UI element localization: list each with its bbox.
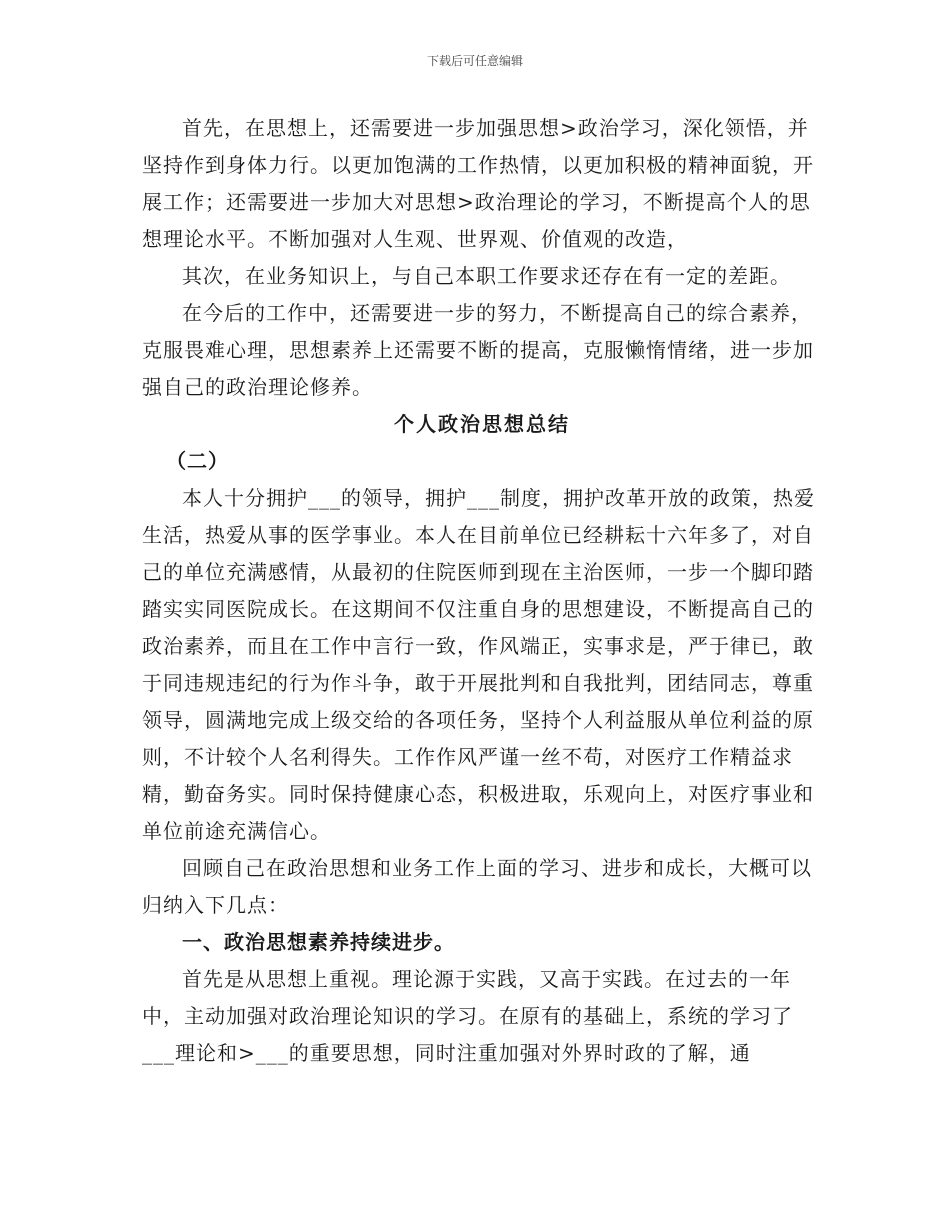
paragraph-6: 首先是从思想上重视。理论源于实践，又高于实践。在过去的一年中，主动加强对政治理论知识的学习。在原有的基础上，系统的学习了___理论和>___的重要思想，同时注重加强对外界时政的了解，通 bbox=[142, 967, 793, 1065]
paragraph-2: 其次，在业务知识上，与自己本职工作要求还存在有一定的差距。 bbox=[182, 264, 791, 288]
page-header: 下载后可任意编辑 bbox=[426, 54, 523, 68]
paragraph-4: 本人十分拥护___的领导，拥护___制度，拥护改革开放的政策，热爱生活，热爱从事的医学事业。本人在目前单位已经耕耘十六年多了，对自己的单位充满感情，从最初的住院医师到现在主治医师，一步一个脚印踏踏实实同医院成长。在这期间不仅注重自身的思想建设，不断提高自己的政治素养，而且在工作中言行一致，作风端正，实事求是，严于律已，敢于同违规违纪的行为作斗争，敢于开展批判和自我批判，团结同志，尊重领导，圆满地完成上级交给的各项任务，坚持个人利益服从单位利益的原则，不计较个人名利得失。工作作风严谨一丝不苟，对医疗工作精益求精，勤奋务实。同时保持健康心态，积极进取，乐观向上，对医疗事业和单位前途充满信心。 bbox=[142, 486, 815, 843]
heading-1: 一、政治思想素养持续进步。 bbox=[182, 930, 455, 954]
paragraph-3: 在今后的工作中，还需要进一步的努力，不断提高自己的综合素养，克服畏难心理，思想素养上还需要不断的提高，克服懒惰情绪，进一步加强自己的政治理论修养。 bbox=[142, 301, 814, 399]
paragraph-1: 首先，在思想上，还需要进一步加强思想>政治学习，深化领悟，并坚持作到身体力行。以更加饱满的工作热情，以更加积极的精神面貌，开展工作；还需要进一步加大对思想>政治理论的学习，不断提高个人的思想理论水平。不断加强对人生观、世界观、价值观的改造， bbox=[142, 116, 814, 251]
section-subtitle: （二） bbox=[166, 449, 229, 473]
section-title: 个人政治思想总结 bbox=[394, 412, 570, 436]
document-body bbox=[142, 110, 822, 1072]
paragraph-5: 回顾自己在政治思想和业务工作上面的学习、进步和成长，大概可以归纳入下几点： bbox=[142, 856, 812, 917]
